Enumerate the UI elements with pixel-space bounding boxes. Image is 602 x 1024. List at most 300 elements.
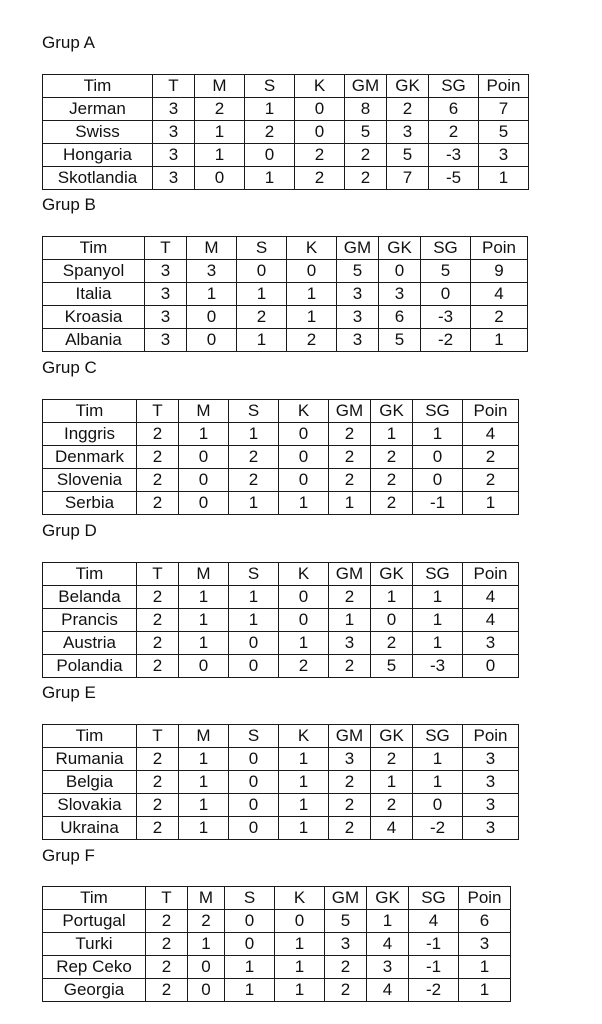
team-name-cell: Polandia: [43, 655, 137, 678]
column-header-poin: Poin: [463, 725, 519, 748]
stat-cell-gk: 3: [367, 956, 409, 979]
table-row: [43, 121, 529, 144]
stat-cell-k: 1: [275, 956, 325, 979]
stat-cell-sg: 1: [413, 423, 463, 446]
column-header-tim: Tim: [43, 563, 137, 586]
team-name-cell: Denmark: [43, 446, 137, 469]
stat-cell-k: 2: [279, 655, 329, 678]
stat-cell-t: 2: [137, 655, 179, 678]
table-row: [43, 98, 529, 121]
table-header-row: [43, 563, 519, 586]
stat-cell-t: 2: [137, 609, 179, 632]
stat-cell-m: 0: [187, 306, 237, 329]
column-header-sg: SG: [413, 725, 463, 748]
column-header-t: T: [146, 887, 188, 910]
column-header-k: K: [287, 237, 337, 260]
stat-cell-sg: -3: [421, 306, 471, 329]
stat-cell-gm: 2: [329, 794, 371, 817]
stat-cell-gk: 5: [387, 144, 429, 167]
stat-cell-gk: 3: [387, 121, 429, 144]
stat-cell-k: 1: [275, 933, 325, 956]
column-header-poin: Poin: [459, 887, 511, 910]
stat-cell-poin: 0: [463, 655, 519, 678]
stat-cell-gm: 3: [337, 306, 379, 329]
team-name-cell: Portugal: [43, 910, 146, 933]
stat-cell-gk: 1: [371, 586, 413, 609]
table-row: [43, 423, 519, 446]
stat-cell-m: 1: [179, 817, 229, 840]
column-header-k: K: [279, 400, 329, 423]
stat-cell-poin: 3: [463, 632, 519, 655]
stat-cell-gk: 1: [367, 910, 409, 933]
stat-cell-gm: 2: [345, 167, 387, 190]
stat-cell-k: 0: [279, 446, 329, 469]
group-title: Grup D: [42, 521, 97, 540]
table-header-row: [43, 400, 519, 423]
stat-cell-s: 1: [229, 586, 279, 609]
stat-cell-s: 0: [225, 910, 275, 933]
team-name-cell: Albania: [43, 329, 145, 352]
stat-cell-k: 2: [295, 167, 345, 190]
team-name-cell: Turki: [43, 933, 146, 956]
stat-cell-k: 1: [275, 979, 325, 1002]
column-header-s: S: [229, 563, 279, 586]
stat-cell-gk: 5: [379, 329, 421, 352]
table-row: [43, 771, 519, 794]
table-row: [43, 655, 519, 678]
stat-cell-gm: 2: [325, 956, 367, 979]
table-row: [43, 910, 511, 933]
stat-cell-s: 1: [237, 283, 287, 306]
stat-cell-poin: 9: [471, 260, 528, 283]
stat-cell-t: 2: [146, 933, 188, 956]
column-header-sg: SG: [421, 237, 471, 260]
column-header-tim: Tim: [43, 237, 145, 260]
group-e-standings-table: [42, 724, 519, 840]
stat-cell-gk: 1: [371, 771, 413, 794]
table-row: [43, 956, 511, 979]
stat-cell-gm: 2: [329, 586, 371, 609]
column-header-poin: Poin: [471, 237, 528, 260]
stat-cell-poin: 3: [479, 144, 529, 167]
column-header-s: S: [225, 887, 275, 910]
stat-cell-gm: 5: [325, 910, 367, 933]
group-c-standings-table: [42, 399, 519, 515]
stat-cell-m: 0: [188, 956, 225, 979]
stat-cell-m: 0: [187, 329, 237, 352]
column-header-m: M: [179, 725, 229, 748]
table-row: [43, 329, 528, 352]
table-header-row: [43, 887, 511, 910]
stat-cell-k: 0: [279, 423, 329, 446]
column-header-gm: GM: [325, 887, 367, 910]
column-header-t: T: [137, 725, 179, 748]
table-row: [43, 817, 519, 840]
stat-cell-gk: 7: [387, 167, 429, 190]
table-header-row: [43, 725, 519, 748]
stat-cell-t: 2: [146, 910, 188, 933]
team-name-cell: Prancis: [43, 609, 137, 632]
column-header-poin: Poin: [463, 563, 519, 586]
stat-cell-gk: 2: [371, 446, 413, 469]
stat-cell-poin: 3: [463, 794, 519, 817]
column-header-gk: GK: [371, 563, 413, 586]
column-header-gk: GK: [379, 237, 421, 260]
stat-cell-poin: 2: [463, 446, 519, 469]
column-header-t: T: [137, 400, 179, 423]
column-header-gk: GK: [367, 887, 409, 910]
column-header-gm: GM: [329, 400, 371, 423]
stat-cell-gm: 1: [329, 609, 371, 632]
stat-cell-k: 1: [279, 817, 329, 840]
stat-cell-gm: 2: [345, 144, 387, 167]
team-name-cell: Jerman: [43, 98, 153, 121]
stat-cell-poin: 4: [471, 283, 528, 306]
stat-cell-gk: 4: [371, 817, 413, 840]
column-header-tim: Tim: [43, 400, 137, 423]
stat-cell-t: 2: [146, 979, 188, 1002]
stat-cell-poin: 3: [463, 771, 519, 794]
stat-cell-s: 0: [229, 748, 279, 771]
stat-cell-s: 1: [245, 167, 295, 190]
column-header-t: T: [137, 563, 179, 586]
stat-cell-m: 1: [195, 121, 245, 144]
column-header-sg: SG: [429, 75, 479, 98]
stat-cell-sg: -3: [413, 655, 463, 678]
table-row: [43, 167, 529, 190]
stat-cell-s: 1: [229, 609, 279, 632]
column-header-s: S: [229, 725, 279, 748]
stat-cell-poin: 5: [479, 121, 529, 144]
stat-cell-m: 1: [179, 771, 229, 794]
stat-cell-m: 1: [179, 632, 229, 655]
stat-cell-poin: 3: [463, 748, 519, 771]
team-name-cell: Slovenia: [43, 469, 137, 492]
stat-cell-m: 1: [179, 586, 229, 609]
stat-cell-gk: 2: [371, 469, 413, 492]
stat-cell-t: 3: [153, 144, 195, 167]
stat-cell-s: 1: [225, 956, 275, 979]
stat-cell-k: 0: [295, 98, 345, 121]
table-header-row: [43, 75, 529, 98]
stat-cell-k: 1: [279, 771, 329, 794]
column-header-gk: GK: [387, 75, 429, 98]
group-title: Grup E: [42, 683, 96, 702]
stat-cell-poin: 3: [463, 817, 519, 840]
stat-cell-sg: 0: [413, 469, 463, 492]
column-header-gm: GM: [337, 237, 379, 260]
column-header-s: S: [245, 75, 295, 98]
stat-cell-k: 0: [295, 121, 345, 144]
team-name-cell: Belanda: [43, 586, 137, 609]
table-row: [43, 469, 519, 492]
stat-cell-s: 1: [245, 98, 295, 121]
stat-cell-gm: 5: [345, 121, 387, 144]
stat-cell-gk: 2: [387, 98, 429, 121]
stat-cell-k: 2: [287, 329, 337, 352]
column-header-s: S: [229, 400, 279, 423]
group-d-standings-table: [42, 562, 519, 678]
table-row: [43, 632, 519, 655]
column-header-k: K: [275, 887, 325, 910]
column-header-s: S: [237, 237, 287, 260]
stat-cell-poin: 1: [479, 167, 529, 190]
stat-cell-s: 2: [229, 469, 279, 492]
stat-cell-t: 2: [137, 632, 179, 655]
stat-cell-s: 0: [237, 260, 287, 283]
stat-cell-s: 1: [229, 492, 279, 515]
stat-cell-k: 1: [287, 306, 337, 329]
stat-cell-poin: 1: [471, 329, 528, 352]
stat-cell-gm: 3: [337, 283, 379, 306]
stat-cell-t: 3: [145, 329, 187, 352]
table-header-row: [43, 237, 528, 260]
team-name-cell: Kroasia: [43, 306, 145, 329]
group-f-standings-table: [42, 886, 511, 1002]
stat-cell-gk: 0: [379, 260, 421, 283]
stat-cell-gm: 3: [325, 933, 367, 956]
stat-cell-sg: 1: [413, 771, 463, 794]
column-header-gm: GM: [345, 75, 387, 98]
stat-cell-sg: 6: [429, 98, 479, 121]
stat-cell-gk: 2: [371, 492, 413, 515]
team-name-cell: Austria: [43, 632, 137, 655]
stat-cell-poin: 1: [463, 492, 519, 515]
stat-cell-sg: 0: [413, 446, 463, 469]
stat-cell-gk: 6: [379, 306, 421, 329]
stat-cell-m: 1: [179, 423, 229, 446]
team-name-cell: Slovakia: [43, 794, 137, 817]
column-header-m: M: [188, 887, 225, 910]
stat-cell-gm: 8: [345, 98, 387, 121]
stat-cell-k: 1: [279, 492, 329, 515]
table-row: [43, 933, 511, 956]
stat-cell-sg: -1: [409, 956, 459, 979]
stat-cell-k: 0: [287, 260, 337, 283]
stat-cell-sg: -1: [409, 933, 459, 956]
stat-cell-sg: -2: [409, 979, 459, 1002]
table-row: [43, 794, 519, 817]
stat-cell-poin: 2: [471, 306, 528, 329]
stat-cell-s: 2: [229, 446, 279, 469]
column-header-m: M: [179, 400, 229, 423]
column-header-tim: Tim: [43, 75, 153, 98]
stat-cell-poin: 4: [463, 423, 519, 446]
column-header-t: T: [153, 75, 195, 98]
stat-cell-t: 2: [137, 771, 179, 794]
column-header-tim: Tim: [43, 725, 137, 748]
stat-cell-m: 2: [188, 910, 225, 933]
stat-cell-poin: 1: [459, 979, 511, 1002]
stat-cell-k: 0: [279, 609, 329, 632]
stat-cell-s: 0: [229, 817, 279, 840]
stat-cell-s: 0: [225, 933, 275, 956]
stat-cell-sg: 0: [413, 794, 463, 817]
stat-cell-gk: 1: [371, 423, 413, 446]
stat-cell-s: 1: [237, 329, 287, 352]
table-row: [43, 492, 519, 515]
column-header-m: M: [195, 75, 245, 98]
stat-cell-t: 2: [146, 956, 188, 979]
table-row: [43, 609, 519, 632]
stat-cell-poin: 3: [459, 933, 511, 956]
stat-cell-sg: -5: [429, 167, 479, 190]
stat-cell-gk: 4: [367, 933, 409, 956]
stat-cell-gk: 4: [367, 979, 409, 1002]
stat-cell-gm: 2: [329, 771, 371, 794]
column-header-sg: SG: [413, 400, 463, 423]
stat-cell-gk: 2: [371, 794, 413, 817]
team-name-cell: Rumania: [43, 748, 137, 771]
team-name-cell: Georgia: [43, 979, 146, 1002]
stat-cell-gm: 2: [329, 446, 371, 469]
stat-cell-poin: 4: [463, 586, 519, 609]
stat-cell-m: 0: [179, 469, 229, 492]
team-name-cell: Hongaria: [43, 144, 153, 167]
stat-cell-m: 0: [179, 446, 229, 469]
stat-cell-t: 2: [137, 586, 179, 609]
stat-cell-gm: 2: [329, 655, 371, 678]
table-row: [43, 306, 528, 329]
stat-cell-sg: -1: [413, 492, 463, 515]
stat-cell-t: 2: [137, 492, 179, 515]
group-a-standings-table: [42, 74, 529, 190]
column-header-gm: GM: [329, 725, 371, 748]
stat-cell-k: 1: [287, 283, 337, 306]
table-row: [43, 144, 529, 167]
stat-cell-gm: 3: [337, 329, 379, 352]
column-header-poin: Poin: [463, 400, 519, 423]
team-name-cell: Skotlandia: [43, 167, 153, 190]
column-header-sg: SG: [409, 887, 459, 910]
stat-cell-gm: 5: [337, 260, 379, 283]
column-header-sg: SG: [413, 563, 463, 586]
stat-cell-t: 3: [145, 260, 187, 283]
team-name-cell: Belgia: [43, 771, 137, 794]
stat-cell-sg: 1: [413, 609, 463, 632]
stat-cell-m: 1: [179, 794, 229, 817]
stat-cell-k: 0: [275, 910, 325, 933]
column-header-t: T: [145, 237, 187, 260]
team-name-cell: Inggris: [43, 423, 137, 446]
stat-cell-poin: 2: [463, 469, 519, 492]
group-title: Grup A: [42, 33, 95, 52]
stat-cell-t: 3: [145, 306, 187, 329]
column-header-poin: Poin: [479, 75, 529, 98]
stat-cell-t: 3: [153, 167, 195, 190]
stat-cell-gk: 2: [371, 748, 413, 771]
stat-cell-t: 2: [137, 817, 179, 840]
stat-cell-m: 0: [179, 492, 229, 515]
stat-cell-m: 0: [195, 167, 245, 190]
stat-cell-gm: 3: [329, 632, 371, 655]
team-name-cell: Serbia: [43, 492, 137, 515]
stat-cell-gk: 3: [379, 283, 421, 306]
table-row: [43, 979, 511, 1002]
stat-cell-s: 0: [229, 655, 279, 678]
stat-cell-m: 1: [179, 748, 229, 771]
stat-cell-s: 1: [225, 979, 275, 1002]
stat-cell-m: 1: [187, 283, 237, 306]
stat-cell-s: 0: [229, 632, 279, 655]
stat-cell-k: 1: [279, 748, 329, 771]
stat-cell-k: 1: [279, 794, 329, 817]
stat-cell-s: 2: [245, 121, 295, 144]
team-name-cell: Spanyol: [43, 260, 145, 283]
table-row: [43, 586, 519, 609]
stat-cell-m: 0: [188, 979, 225, 1002]
stat-cell-s: 0: [229, 794, 279, 817]
stat-cell-gk: 0: [371, 609, 413, 632]
stat-cell-poin: 1: [459, 956, 511, 979]
table-row: [43, 446, 519, 469]
column-header-tim: Tim: [43, 887, 146, 910]
group-title: Grup B: [42, 195, 96, 214]
group-title: Grup C: [42, 358, 97, 377]
stat-cell-k: 0: [279, 586, 329, 609]
stat-cell-sg: 1: [413, 632, 463, 655]
stat-cell-sg: -2: [421, 329, 471, 352]
stat-cell-m: 3: [187, 260, 237, 283]
stat-cell-gm: 2: [329, 469, 371, 492]
stat-cell-sg: 4: [409, 910, 459, 933]
column-header-k: K: [279, 563, 329, 586]
stat-cell-sg: 1: [413, 748, 463, 771]
stat-cell-poin: 4: [463, 609, 519, 632]
stat-cell-s: 0: [229, 771, 279, 794]
column-header-m: M: [179, 563, 229, 586]
stat-cell-gm: 1: [329, 492, 371, 515]
stat-cell-m: 1: [188, 933, 225, 956]
stat-cell-gm: 2: [325, 979, 367, 1002]
stat-cell-t: 3: [153, 121, 195, 144]
stat-cell-sg: 1: [413, 586, 463, 609]
stat-cell-k: 0: [279, 469, 329, 492]
stat-cell-t: 2: [137, 423, 179, 446]
stat-cell-s: 1: [229, 423, 279, 446]
stat-cell-t: 3: [145, 283, 187, 306]
column-header-gk: GK: [371, 400, 413, 423]
stat-cell-t: 2: [137, 748, 179, 771]
stat-cell-k: 2: [295, 144, 345, 167]
table-row: [43, 283, 528, 306]
stat-cell-s: 0: [245, 144, 295, 167]
stat-cell-m: 1: [195, 144, 245, 167]
stat-cell-gm: 2: [329, 423, 371, 446]
stat-cell-s: 2: [237, 306, 287, 329]
stat-cell-sg: 0: [421, 283, 471, 306]
stat-cell-m: 2: [195, 98, 245, 121]
team-name-cell: Ukraina: [43, 817, 137, 840]
stat-cell-m: 1: [179, 609, 229, 632]
stat-cell-t: 2: [137, 794, 179, 817]
team-name-cell: Swiss: [43, 121, 153, 144]
column-header-k: K: [295, 75, 345, 98]
team-name-cell: Italia: [43, 283, 145, 306]
column-header-gk: GK: [371, 725, 413, 748]
stat-cell-poin: 7: [479, 98, 529, 121]
stat-cell-sg: -2: [413, 817, 463, 840]
stat-cell-t: 2: [137, 446, 179, 469]
stat-cell-poin: 6: [459, 910, 511, 933]
column-header-k: K: [279, 725, 329, 748]
table-row: [43, 748, 519, 771]
stat-cell-gk: 5: [371, 655, 413, 678]
stat-cell-gm: 3: [329, 748, 371, 771]
stat-cell-gk: 2: [371, 632, 413, 655]
column-header-m: M: [187, 237, 237, 260]
stat-cell-t: 2: [137, 469, 179, 492]
